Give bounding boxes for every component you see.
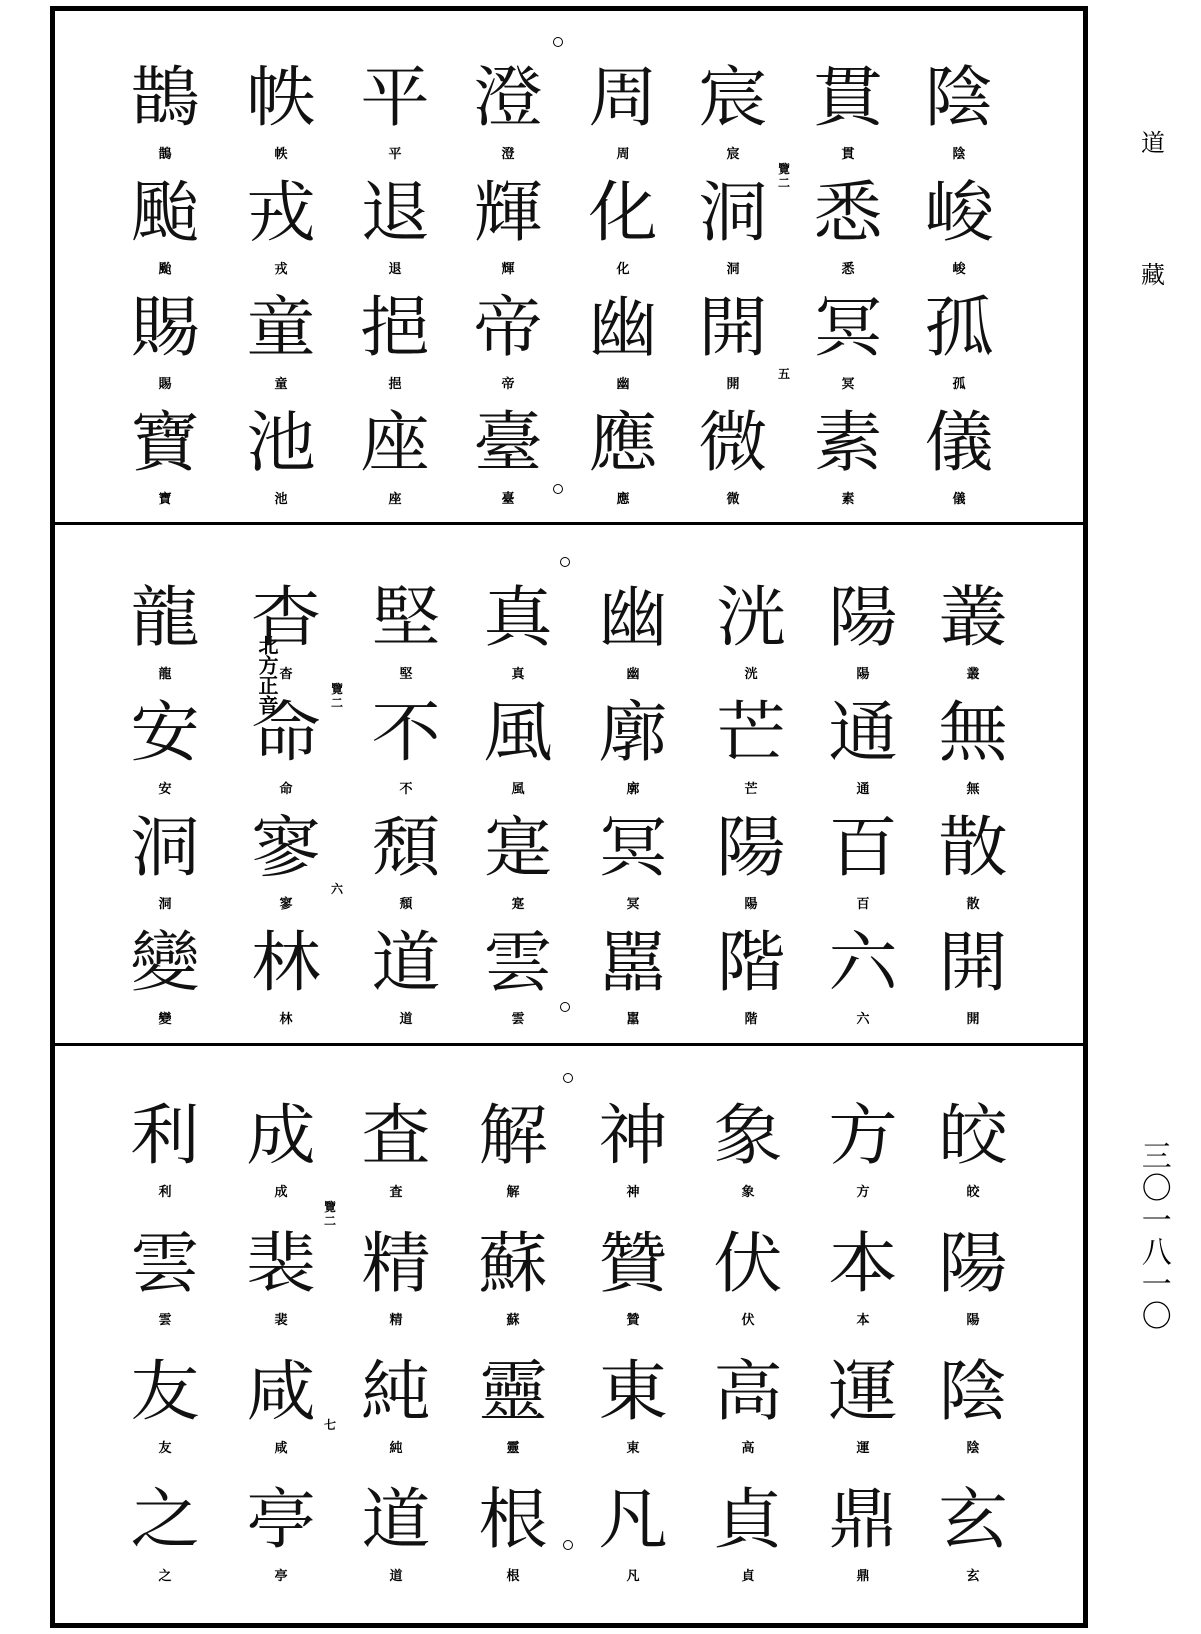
gloss-label: 叢	[966, 667, 980, 682]
seal-column-5	[460, 12, 556, 520]
gloss-label: 陽	[856, 667, 870, 682]
seal-glyph: 幽	[588, 289, 658, 366]
seal-glyph: 方	[828, 1097, 898, 1174]
seal-column-1	[925, 527, 1021, 1041]
margin-note: 六	[330, 882, 343, 896]
seal-glyph: 變	[130, 924, 200, 1001]
gloss-label: 象	[741, 1185, 755, 1200]
seal-column-8	[117, 12, 213, 520]
seal-glyph: 根	[478, 1481, 548, 1558]
seal-column-3	[703, 527, 799, 1041]
seal-glyph: 咸	[246, 1353, 316, 1430]
gloss-label: 査	[389, 1185, 403, 1200]
seal-glyph: 林	[251, 924, 321, 1001]
gloss-label: 方	[856, 1185, 870, 1200]
gloss-label: 挹	[388, 377, 402, 392]
seal-glyph: 百	[828, 809, 898, 886]
seal-glyph: 悉	[813, 174, 883, 251]
seal-glyph: 雲	[130, 1225, 200, 1302]
gloss-label: 儀	[952, 492, 966, 507]
gloss-label: 平	[388, 147, 402, 162]
seal-glyph: 靈	[478, 1353, 548, 1430]
seal-glyph: 友	[130, 1353, 200, 1430]
panel-divider	[50, 522, 1088, 525]
gloss-label: 亭	[274, 1569, 288, 1584]
seal-glyph: 高	[713, 1353, 783, 1430]
seal-column-5	[470, 527, 566, 1041]
gloss-label: 風	[511, 782, 525, 797]
gloss-label: 退	[388, 262, 402, 277]
gloss-label: 安	[158, 782, 172, 797]
seal-glyph: 亭	[246, 1481, 316, 1558]
seal-glyph: 臺	[473, 404, 543, 481]
gloss-label: 冥	[841, 377, 855, 392]
gloss-label: 微	[726, 492, 740, 507]
gloss-label: 本	[856, 1313, 870, 1328]
panel-bottom	[55, 1048, 1083, 1624]
seal-glyph: 嚚	[598, 924, 668, 1001]
seal-glyph: 挹	[360, 289, 430, 366]
gloss-label: 輝	[501, 262, 515, 277]
gloss-label: 鼎	[856, 1569, 870, 1584]
gloss-label: 化	[616, 262, 630, 277]
seal-glyph: 純	[361, 1353, 431, 1430]
gloss-label: 悉	[841, 262, 855, 277]
seal-glyph: 宸	[698, 59, 768, 136]
seal-glyph: 寶	[130, 404, 200, 481]
gloss-label: 不	[399, 782, 413, 797]
gloss-label: 堅	[399, 667, 413, 682]
gloss-label: 幽	[616, 377, 630, 392]
margin-note: 七	[323, 1418, 336, 1432]
seal-glyph: 凡	[598, 1481, 668, 1558]
seal-glyph: 神	[598, 1097, 668, 1174]
seal-glyph: 貞	[713, 1481, 783, 1558]
gloss-label: 高	[741, 1441, 755, 1456]
gloss-label: 帝	[501, 377, 515, 392]
seal-glyph: 應	[588, 404, 658, 481]
seal-glyph: 蘇	[478, 1225, 548, 1302]
gloss-label: 鵲	[158, 147, 172, 162]
seal-glyph: 儀	[924, 404, 994, 481]
seal-glyph: 陽	[716, 809, 786, 886]
gloss-label: 帙	[274, 147, 288, 162]
seal-column-6	[348, 1048, 444, 1624]
gloss-label: 素	[841, 492, 855, 507]
seal-glyph: 玄	[938, 1481, 1008, 1558]
seal-column-1	[911, 12, 1007, 520]
seal-glyph: 伏	[713, 1225, 783, 1302]
seal-glyph: 鼎	[828, 1481, 898, 1558]
seal-glyph: 風	[483, 694, 553, 771]
gloss-label: 根	[506, 1569, 520, 1584]
gloss-label: 贊	[626, 1313, 640, 1328]
seal-glyph: 不	[371, 694, 441, 771]
seal-glyph: 解	[478, 1097, 548, 1174]
gloss-label: 成	[274, 1185, 288, 1200]
panel-top	[55, 12, 1083, 520]
seal-glyph: 開	[938, 924, 1008, 1001]
seal-glyph: 冥	[813, 289, 883, 366]
gloss-label: 洞	[158, 897, 172, 912]
seal-glyph: 颱	[130, 174, 200, 251]
seal-glyph: 戎	[246, 174, 316, 251]
gloss-label: 貞	[741, 1569, 755, 1584]
gloss-label: 散	[966, 897, 980, 912]
gloss-label: 應	[616, 492, 630, 507]
seal-glyph: 階	[716, 924, 786, 1001]
seal-glyph: 安	[130, 694, 200, 771]
gloss-label: 雲	[158, 1313, 172, 1328]
margin-note: 覽二	[330, 682, 343, 710]
seal-glyph: 裴	[246, 1225, 316, 1302]
gloss-label: 貫	[841, 147, 855, 162]
seal-glyph: 澄	[473, 59, 543, 136]
seal-glyph: 開	[698, 289, 768, 366]
seal-glyph: 陽	[938, 1225, 1008, 1302]
seal-column-3	[700, 1048, 796, 1624]
gloss-label: 利	[158, 1185, 172, 1200]
gloss-label: 嚚	[626, 1012, 640, 1027]
seal-glyph: 廓	[598, 694, 668, 771]
seal-glyph: 皎	[938, 1097, 1008, 1174]
gloss-label: 無	[966, 782, 980, 797]
seal-glyph: 陽	[828, 579, 898, 656]
seal-glyph: 贊	[598, 1225, 668, 1302]
gloss-label: 寶	[158, 492, 172, 507]
gloss-label: 道	[399, 1012, 413, 1027]
gloss-label: 精	[389, 1313, 403, 1328]
section-heading-text: 北方正音	[255, 635, 279, 715]
gloss-label: 靈	[506, 1441, 520, 1456]
seal-glyph: 峻	[924, 174, 994, 251]
binding-hole	[563, 1073, 573, 1083]
seal-glyph: 本	[828, 1225, 898, 1302]
gloss-label: 廓	[626, 782, 640, 797]
seal-glyph: 東	[598, 1353, 668, 1430]
seal-glyph: 成	[246, 1097, 316, 1174]
seal-glyph: 陰	[924, 59, 994, 136]
gloss-label: 友	[158, 1441, 172, 1456]
page-number-text: 三〇一八一〇	[1135, 1140, 1171, 1332]
seal-column-8	[117, 1048, 213, 1624]
seal-glyph: 洞	[698, 174, 768, 251]
gloss-label: 賜	[158, 377, 172, 392]
seal-glyph: 寥	[251, 809, 321, 886]
gloss-label: 臺	[501, 492, 515, 507]
gloss-label: 座	[388, 492, 402, 507]
gloss-label: 六	[856, 1012, 870, 1027]
seal-column-2	[800, 12, 896, 520]
seal-column-6	[358, 527, 454, 1041]
gloss-label: 寔	[511, 897, 525, 912]
seal-glyph: 平	[360, 59, 430, 136]
gloss-label: 洞	[726, 262, 740, 277]
seal-column-4	[585, 1048, 681, 1624]
seal-column-8	[117, 527, 213, 1041]
gloss-label: 開	[966, 1012, 980, 1027]
gloss-label: 宸	[726, 147, 740, 162]
seal-glyph: 鵲	[130, 59, 200, 136]
seal-glyph: 無	[938, 694, 1008, 771]
gloss-label: 戎	[274, 262, 288, 277]
gloss-label: 通	[856, 782, 870, 797]
gloss-label: 裴	[274, 1313, 288, 1328]
seal-glyph: 六	[828, 924, 898, 1001]
gloss-label: 杳	[279, 667, 293, 682]
seal-glyph: 微	[698, 404, 768, 481]
seal-glyph: 雲	[483, 924, 553, 1001]
gloss-label: 皎	[966, 1185, 980, 1200]
seal-glyph: 真	[483, 579, 553, 656]
gloss-label: 峻	[952, 262, 966, 277]
seal-glyph: 帙	[246, 59, 316, 136]
seal-glyph: 頹	[371, 809, 441, 886]
margin-note: 覽二	[323, 1200, 336, 1228]
gloss-label: 雲	[511, 1012, 525, 1027]
binding-hole	[563, 1540, 573, 1550]
seal-column-4	[585, 527, 681, 1041]
gloss-label: 颱	[158, 262, 172, 277]
gloss-label: 龍	[158, 667, 172, 682]
gloss-label: 神	[626, 1185, 640, 1200]
gloss-label: 寥	[279, 897, 293, 912]
seal-column-2	[815, 527, 911, 1041]
gloss-label: 之	[158, 1569, 172, 1584]
seal-glyph: 幽	[598, 579, 668, 656]
gloss-label: 洸	[744, 667, 758, 682]
gloss-label: 解	[506, 1185, 520, 1200]
gloss-label: 童	[274, 377, 288, 392]
gloss-label: 頹	[399, 897, 413, 912]
gloss-label: 純	[389, 1441, 403, 1456]
seal-glyph: 賜	[130, 289, 200, 366]
seal-column-5	[465, 1048, 561, 1624]
gloss-label: 冥	[626, 897, 640, 912]
seal-column-7	[233, 1048, 329, 1624]
seal-glyph: 道	[371, 924, 441, 1001]
gloss-label: 真	[511, 667, 525, 682]
seal-glyph: 龍	[130, 579, 200, 656]
margin-title-top: 道	[1141, 129, 1165, 157]
seal-glyph: 洸	[716, 579, 786, 656]
gloss-label: 百	[856, 897, 870, 912]
seal-glyph: 象	[713, 1097, 783, 1174]
gloss-label: 陰	[952, 147, 966, 162]
gloss-label: 階	[744, 1012, 758, 1027]
gloss-label: 陽	[966, 1313, 980, 1328]
margin-title-bottom: 藏	[1141, 261, 1165, 289]
seal-column-2	[815, 1048, 911, 1624]
seal-glyph: 帝	[473, 289, 543, 366]
seal-glyph: 精	[361, 1225, 431, 1302]
seal-glyph: 寔	[483, 809, 553, 886]
gloss-label: 玄	[966, 1569, 980, 1584]
seal-glyph: 通	[828, 694, 898, 771]
seal-column-4	[575, 12, 671, 520]
seal-glyph: 輝	[473, 174, 543, 251]
panel-middle	[55, 527, 1083, 1041]
gloss-label: 林	[279, 1012, 293, 1027]
page-number	[1128, 1140, 1178, 1342]
seal-glyph: 素	[813, 404, 883, 481]
seal-glyph: 叢	[938, 579, 1008, 656]
gloss-label: 芒	[744, 782, 758, 797]
gloss-label: 幽	[626, 667, 640, 682]
gloss-label: 開	[726, 377, 740, 392]
seal-glyph: 道	[361, 1481, 431, 1558]
seal-column-7	[233, 12, 329, 520]
seal-column-6	[347, 12, 443, 520]
seal-glyph: 貫	[813, 59, 883, 136]
seal-glyph: 冥	[598, 809, 668, 886]
seal-glyph: 童	[246, 289, 316, 366]
seal-glyph: 退	[360, 174, 430, 251]
seal-column-1	[925, 1048, 1021, 1624]
seal-glyph: 散	[938, 809, 1008, 886]
seal-glyph: 査	[361, 1097, 431, 1174]
gloss-label: 陽	[744, 897, 758, 912]
seal-glyph: 之	[130, 1481, 200, 1558]
seal-glyph: 陰	[938, 1353, 1008, 1430]
gloss-label: 道	[389, 1569, 403, 1584]
seal-glyph: 洞	[130, 809, 200, 886]
gloss-label: 命	[279, 782, 293, 797]
seal-glyph: 杳	[251, 579, 321, 656]
gloss-label: 變	[158, 1012, 172, 1027]
gloss-label: 東	[626, 1441, 640, 1456]
margin-note: 五	[777, 367, 790, 381]
gloss-label: 伏	[741, 1313, 755, 1328]
seal-glyph: 化	[588, 174, 658, 251]
seal-glyph: 池	[246, 404, 316, 481]
seal-glyph: 座	[360, 404, 430, 481]
gloss-label: 蘇	[506, 1313, 520, 1328]
gloss-label: 周	[616, 147, 630, 162]
gloss-label: 陰	[966, 1441, 980, 1456]
seal-glyph: 命	[251, 694, 321, 771]
gloss-label: 澄	[501, 147, 515, 162]
seal-glyph: 周	[588, 59, 658, 136]
seal-glyph: 運	[828, 1353, 898, 1430]
seal-column-7	[238, 527, 334, 1041]
gloss-label: 咸	[274, 1441, 288, 1456]
seal-glyph: 孤	[924, 289, 994, 366]
gloss-label: 運	[856, 1441, 870, 1456]
gloss-label: 池	[274, 492, 288, 507]
margin-note: 覽二	[777, 162, 790, 190]
seal-glyph: 利	[130, 1097, 200, 1174]
panel-divider	[50, 1043, 1088, 1046]
gloss-label: 凡	[626, 1569, 640, 1584]
gloss-label: 孤	[952, 377, 966, 392]
seal-column-3	[685, 12, 781, 520]
seal-glyph: 芒	[716, 694, 786, 771]
seal-glyph: 堅	[371, 579, 441, 656]
